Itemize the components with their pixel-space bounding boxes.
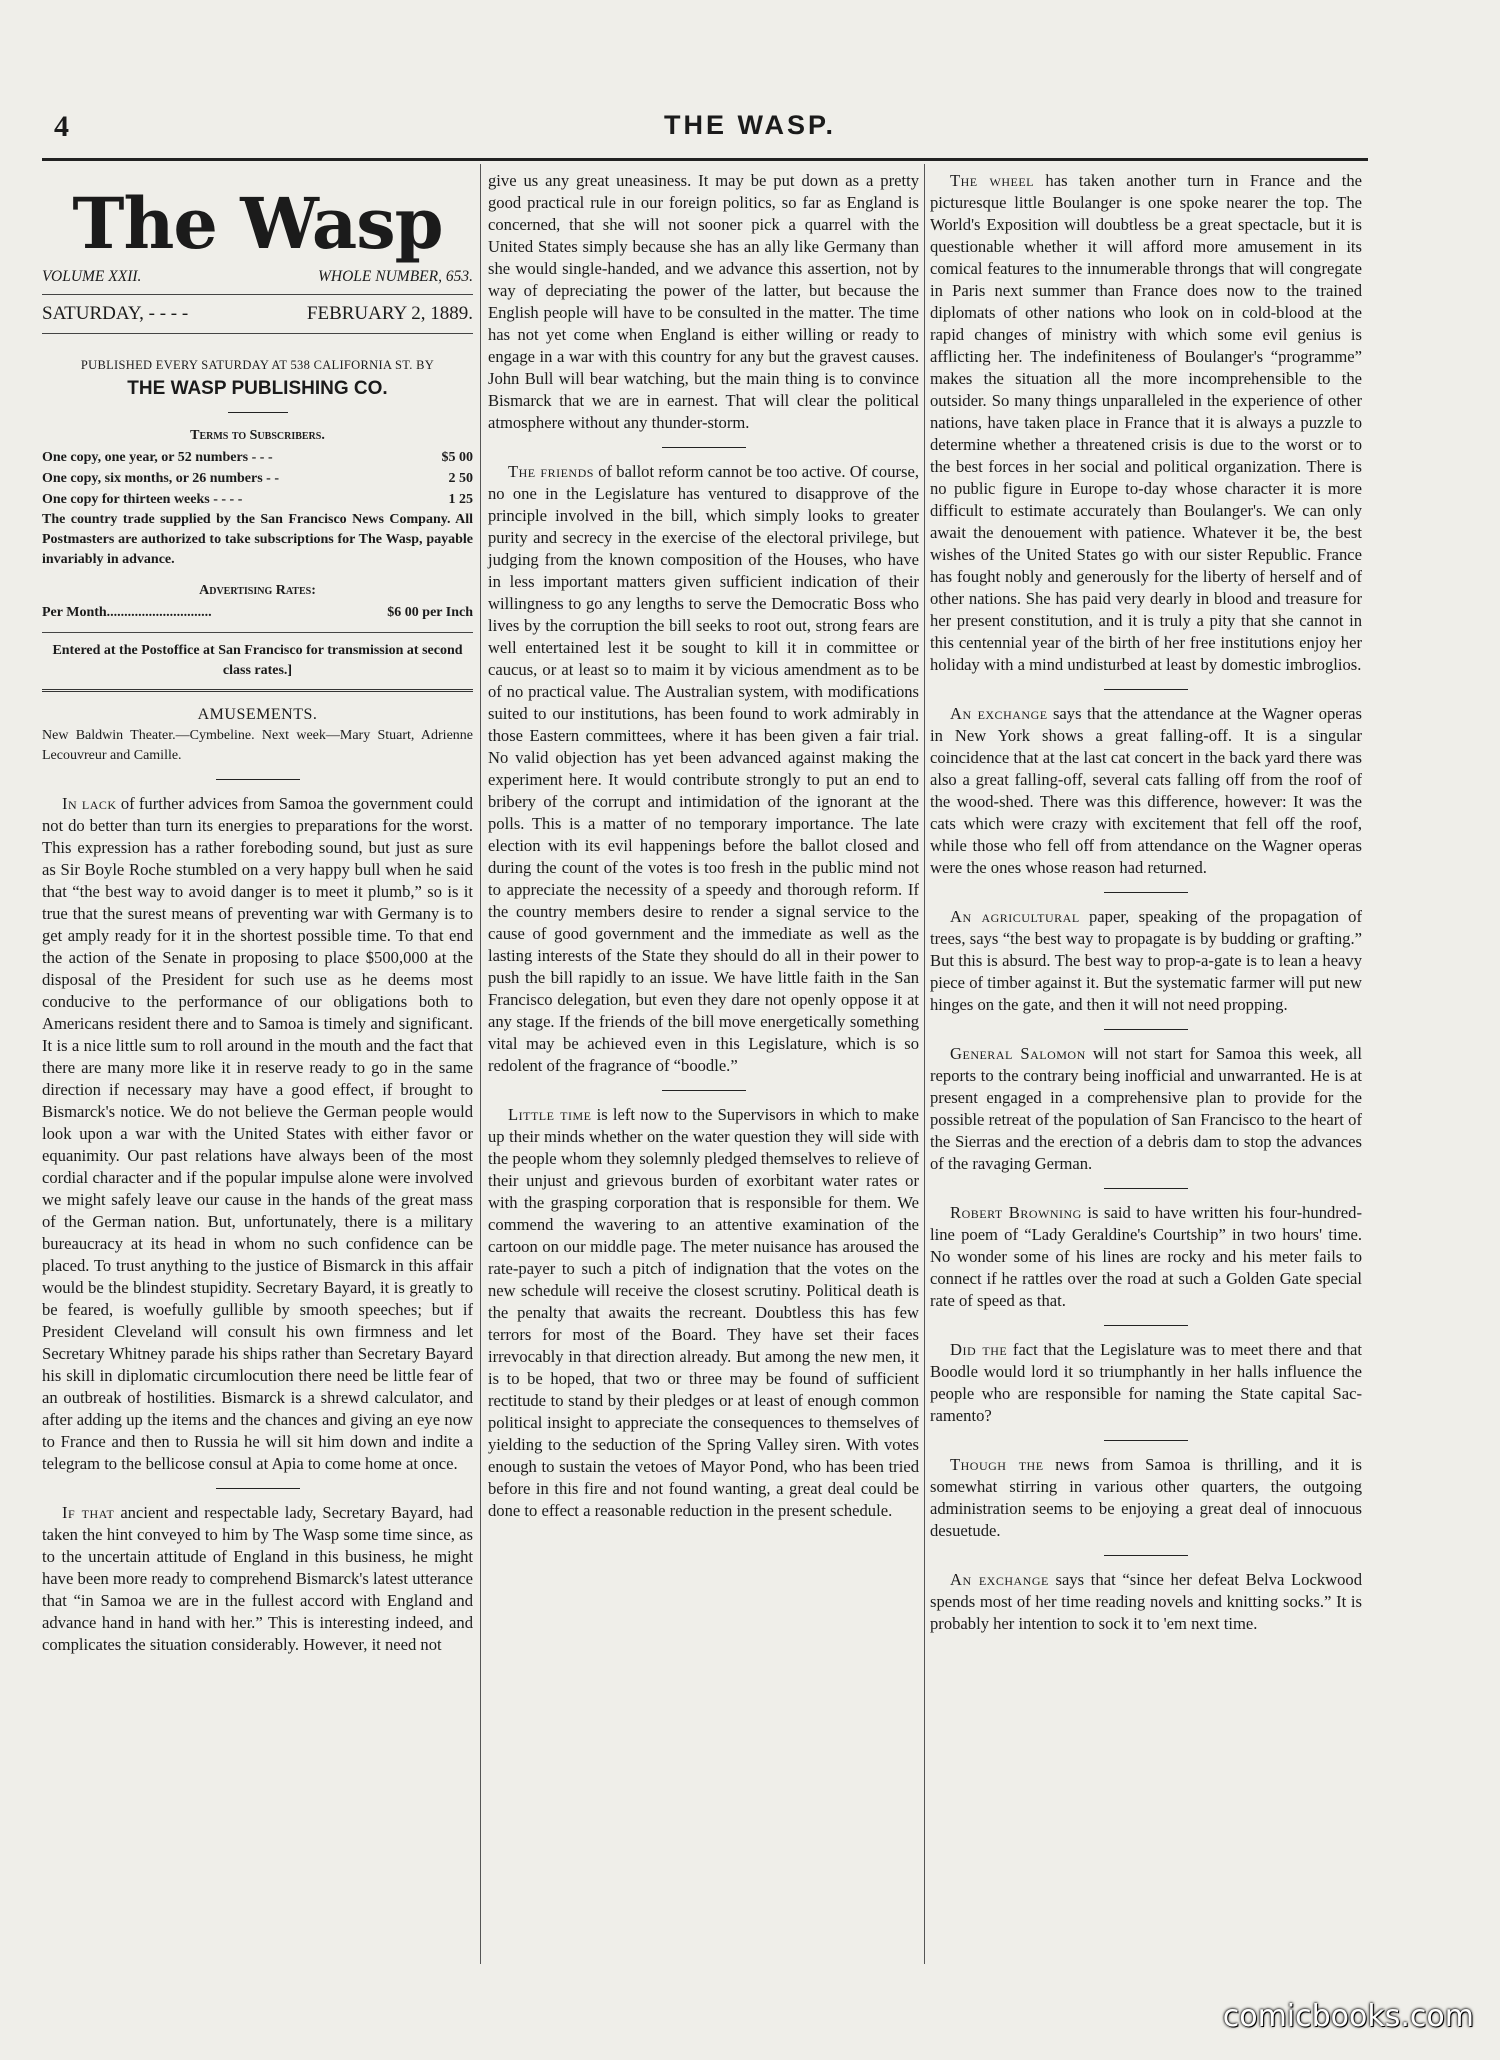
article-text: of further advices from Samoa the government could not do better than turn its energies to preparations for the worst. This expression has a rather foreboding sound, but just as sure as Sir Boyle Roche stumbled on a very happy bull when he said that “the best way to avoid danger is to meet it plumb,” so is it true that the surest means of preventing war with Germany is to get amply ready for it in the shortest possible time. To that end the action of the Senate in proposing to place $500,000 at the disposal of the President for such use as he deems most conducive to the performance of our obligations both to Americans resident there and to Samoa is timely and significant. It is a nice little sum to roll around in the mouth and the fact that there are many more like it in reserve ready to go in the same direction if necessary may have a good effect, if brought to Bismarck's notice. We do not believe the German people would look upon a war with the United States with either favor or equanimity. Our past relations have always been of the most cordial character and if the popular impulse alone were involved we might safely leave our cause in the hands of the great mass of the German nation. But, unfortunately, there is a military bureaucracy at its head in whom no such confidence can be placed. To trust anything to the justice of Bismarck in this affair would be the blindest stupidity. Secretary Bayard, it is greatly to be feared, is woefully gullible by smooth speeches; but if President Cleveland will consult his own firmness and let Secretary Whitney parade his ships rather than Secretary Bayard his skill in diplomatic circumlocution there need be little fear of an outbreak of hostilities. Bismarck is a shrewd calculator, and after adding up the items and the chances and giving an eye now to France and then to Russia he will sit him down and indite a telegram to the bellicose consul at Apia to come home at once. [42, 794, 473, 1473]
volume: VOLUME XXII. [42, 268, 142, 285]
terms-label: One copy, six months, or 26 numbers - - [42, 471, 279, 486]
issue-date: FEBRUARY 2, 1889. [306, 303, 473, 324]
watermark: comicbooks.com [1222, 1999, 1474, 2034]
separator [662, 1090, 746, 1091]
terms-price: 2 50 [448, 471, 473, 486]
separator [1104, 689, 1188, 690]
published-notice: PUBLISHED EVERY SATURDAY AT 538 CALIFORNIA ST. BY [80, 358, 435, 372]
advertising-rate-row [42, 602, 473, 633]
article-paragraph [488, 170, 919, 434]
advertising-rate: $6 00 per Inch [387, 605, 473, 620]
article-paragraph [930, 1569, 1362, 1635]
terms-row [42, 489, 473, 510]
article-paragraph [930, 906, 1362, 1016]
terms-row [42, 447, 473, 468]
article-text: of ballot reform cannot be too active. Of course, no one in the Legislature has ventured to disapprove of the principle involved in the bill, which simply looks to greater purity and secrecy in the exercise of the electoral privilege, but judging from the known composition of the Houses, who have in less important matters given sufficient indication of their willingness to go any lengths to serve the Democratic Boss who lives by the corruption the bill seeks to root out, strong fears are well entertained lest it be sought to kill it in committee or caucus, or at least so to maim it by vicious amendment as to be of no practical value. The Australian system, with modifications suited to our institutions, has been found to work admirably in those Eastern committees, where it has been given a fair trial. No valid objection has yet been advanced against making the experiment here. It would contribute strongly to put an end to bribery of the corrupt and intimidation of the ignorant at the polls. This is a matter of no temporary importance. The late election with its evil happenings before the ballot closed and during the count of the votes is too fresh in the public mind not to appreciate the necessity of a speedy and thorough reform. If the country members desire to render a signal service to the cause of good government and the immediate as well as the lasting interests of the State they should do all in their power to push the bill rapidly to an issue. We have little faith in the San Francisco delegation, but even they dare not openly oppose it at any stage. If the friends of the bill move energetically something vital may be achieved even in this Legislature, which is so redolent of the fragrance of “boodle.” [488, 462, 919, 1075]
article-lead: Little time [508, 1105, 592, 1124]
header-rule [42, 158, 1368, 161]
article-paragraph [930, 1454, 1362, 1542]
entered-notice: Entered at the Postoffice at San Francisco for transmission at second class rates.] [42, 641, 473, 692]
terms-label: One copy, one year, or 52 numbers - - - [42, 450, 273, 465]
article-text: is said to have written his four-hundred-line poem of “Lady Geraldine's Courtship” in two hours' time. No wonder some of his lines are rocky and his meter fails to connect if he rattles over the road at such a Golden Gate special rate of speed as that. [930, 1203, 1362, 1310]
column-3-articles [930, 170, 1362, 1635]
column-2-articles [488, 170, 919, 1522]
article-lead: The friends [508, 462, 594, 481]
masthead-title: The Wasp [72, 182, 443, 265]
article-paragraph [930, 1043, 1362, 1175]
date-line [42, 303, 473, 334]
amusements-text: New Baldwin Theater.—Cymbeline. Next week—Mary Stuart, Adrienne Lecouvreur and Camille. [42, 728, 473, 763]
column-divider [480, 164, 481, 1964]
article-text: will not start for Samoa this week, all reports to the contrary being inofficial and unwarranted. He is at present engaged in a comprehensive plan to provide for the possible retreat of the population of San Francisco to the heart of the Sierras and the erection of a debris dam to stop the advances of the ravaging German. [930, 1044, 1362, 1173]
column-1 [42, 170, 473, 1656]
article-text: news from Samoa is thrilling, and it is somewhat stirring in various other quarters, the outgoing administration seems to be enjoying a great deal of innocuous desuetude. [930, 1455, 1362, 1540]
article-paragraph [488, 461, 919, 1077]
separator [216, 1488, 300, 1489]
volume-line [42, 266, 473, 295]
article-text: says that “since her defeat Belva Lockwood spends most of her time reading novels and knitting socks.” It is probably her intention to sock it to 'em next time. [930, 1570, 1362, 1633]
separator [1104, 1325, 1188, 1326]
article-text: says that the attendance at the Wagner operas in New York shows a great falling-off. It is a singular coincidence that at the last cat concert in the back yard there was also a great falling-off, several cats falling off from the roof of the wood-shed. There was this difference, however: It was the cats which were crazy with excitement that fell off the roof, while those who fell off from attendance on the Wagner operas were the ones whose reason had returned. [930, 704, 1362, 877]
separator [216, 779, 300, 780]
separator [1104, 892, 1188, 893]
terms-table [42, 447, 473, 510]
article-text: is left now to the Supervisors in which to make up their minds whether on the water question they will side with the people whom they solemnly pledged themselves to relieve of their unjust and grievous burden of exorbitant water rates or with the grasping corporation that is responsible for them. We commend the wavering to an attentive examination of the cartoon on our middle page. The meter nuisance has aroused the rate-payer to such a pitch of indignation that the votes on the new schedule will receive the closest scrutiny. Political death is the penalty that awaits the recreant. Doubtless this has few terrors for most of the Board. They have set their faces irrevocably in that direction already. But among the new men, it is to be hoped, that two or three may be found of sufficient rectitude to stand by their pledges or at least of enough common political insight to appreciate the consequences to themselves of yielding to the seduction of the Spring Valley siren. With votes enough to sustain the vetoes of Mayor Pond, who has been tried before in this fire and not found wanting, a great deal could be done to effect a reasonable reduction in the present schedule. [488, 1105, 919, 1520]
article-lead: An exchange [950, 1570, 1049, 1589]
separator [1104, 1188, 1188, 1189]
article-lead: Robert Browning [950, 1203, 1082, 1222]
terms-row [42, 468, 473, 489]
article-paragraph [488, 1104, 919, 1522]
article-paragraph [42, 1502, 473, 1656]
separator [662, 447, 746, 448]
article-lead: In lack [62, 794, 117, 813]
article-text: paper, speaking of the propagation of trees, says “the best way to propagate is by budding or grafting.” But this is absurd. The best way to prop-a-gate is to lean a heavy piece of timber against it. But the systematic farmer will put new hinges on the gate, and then it will not need propping. [930, 907, 1362, 1014]
terms-price: $5 00 [441, 450, 473, 465]
article-text: give us any great uneasiness. It may be put down as a pretty good practical rule in our foreign politics, so far as England is concerned, that she will not sooner pick a quarrel with the United States simply because she has an ally like Germany than she would single-handed, and we advance this assertion, not by way of depreciating the power of the latter, but because the English people will have to be consulted in the matter. The time has not yet come when England is either willing or ready to engage in a war with this country for any but the gravest causes. John Bull will bear watching, but the main thing is to convince Bismarck that we are in earnest. That will clear the political atmosphere without any thunder-storm. [488, 171, 919, 432]
column-1-articles [42, 793, 473, 1656]
article-text: has taken another turn in France and the picturesque little Boulanger is one spoke nearer the top. The World's Exposition will doubtless be a great spectacle, but it is questionable whether it will afford more amusement in its comical features to the innumerable throngs that will congregate in Paris next summer than France does now to the trained diplomats of other nations who look on in cold-blood at the rapid changes of ministry with which some evil genius is afflicting her. The indefiniteness of Boulanger's “programme” makes the situation all the more incomprehensible to the outsider. So many things unparalleled in the experience of other nations, have taken place in France that it is always a puzzle to determine whether a threatened crisis is due to the worst or to the best forces in her social and political organization. There is no public figure in Europe to-day whose character it is more difficult to estimate accurately than Boulanger's. We can only await the denouement with patience. Whatever it be, the best wishes of the United States go with our sister Republic. France has fought nobly and generously for the liberty of herself and of other nations. She has paid very dearly in blood and treasure for her present constitution, and it is truly a pity that she cannot in this centennial year of the birth of her free institutions enjoy her holiday with a mind undisturbed at least by domestic imbroglios. [930, 171, 1363, 674]
issue-day: SATURDAY, - - - - [42, 303, 189, 324]
separator [1104, 1440, 1188, 1441]
column-3 [930, 170, 1362, 1635]
article-lead: If that [62, 1503, 115, 1522]
article-lead: An agricultural [950, 907, 1080, 926]
page-number: 4 [54, 110, 69, 143]
column-2 [488, 170, 919, 1522]
article-paragraph [930, 170, 1362, 676]
separator [1104, 1555, 1188, 1556]
article-lead: The wheel [950, 171, 1035, 190]
article-lead: General Salomon [950, 1044, 1086, 1063]
article-paragraph [930, 1339, 1362, 1427]
article-lead: Did the [950, 1340, 1008, 1359]
article-text: fact that the Legislature was to meet there and that Boodle would lord it so triumphantly in her halls influence the people who are responsible for naming the State capital Sac-ramento? [930, 1340, 1362, 1425]
whole-number: WHOLE NUMBER, 653. [318, 268, 473, 285]
advertising-title: Advertising Rates: [199, 583, 316, 598]
terms-title: Terms to Subscribers. [190, 428, 325, 443]
separator [1104, 1029, 1188, 1030]
advertising-label: Per Month.............................. [42, 605, 212, 620]
publisher-name: THE WASP PUBLISHING CO. [127, 378, 388, 399]
article-text: ancient and respectable lady, Secretary Bayard, had taken the hint conveyed to him by The Wasp some time since, as to the uncertain attitude of England in this business, he might have been more ready to comprehend Bismarck's latest utterance that “in Samoa we are in the fullest accord with England and advance hand in hand with her.” This is interesting indeed, and complicates the situation considerably. However, it need not [42, 1503, 473, 1654]
article-paragraph [930, 1202, 1362, 1312]
terms-label: One copy for thirteen weeks - - - - [42, 492, 243, 507]
article-paragraph [42, 793, 473, 1475]
article-lead: An exchange [950, 704, 1048, 723]
trade-note: The country trade supplied by the San Francisco News Company. All Postmasters are authorized to take subscriptions for The Wasp, payable invariably in advance. [42, 512, 473, 567]
column-divider [924, 164, 925, 1964]
terms-price: 1 25 [448, 492, 473, 507]
article-paragraph [930, 703, 1362, 879]
amusements-title: AMUSEMENTS. [197, 706, 318, 723]
separator [228, 412, 288, 413]
article-lead: Though the [950, 1455, 1044, 1474]
running-head: THE WASP. [663, 110, 837, 140]
